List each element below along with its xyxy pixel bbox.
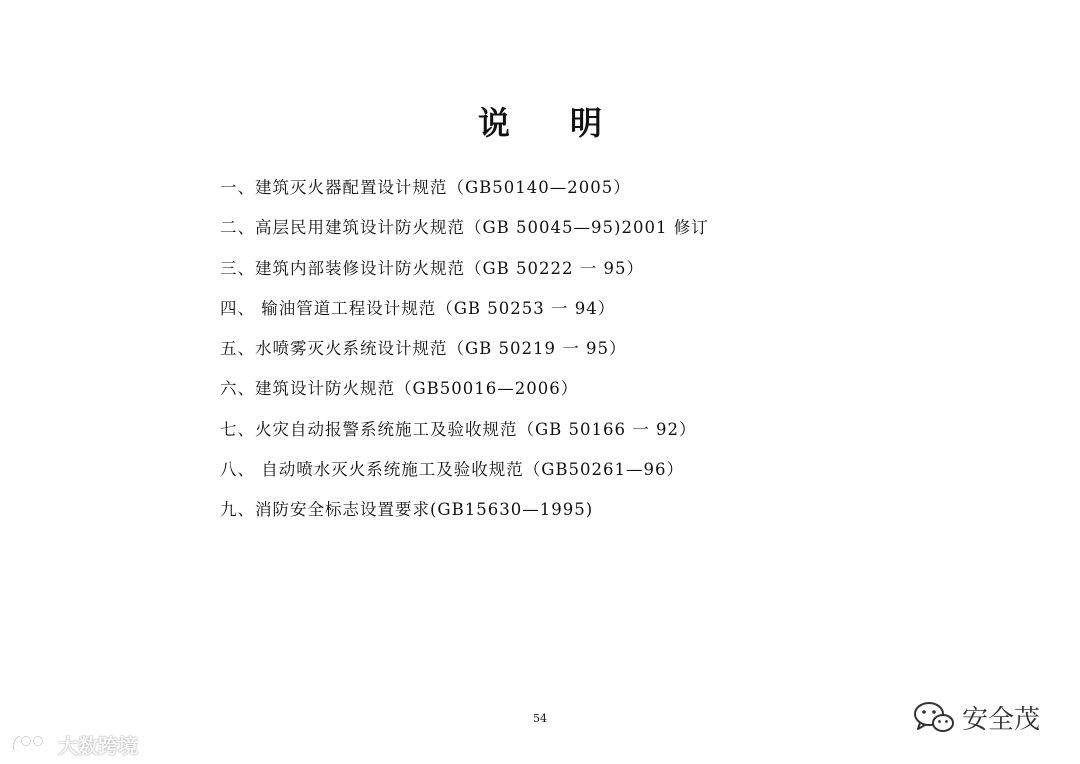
page-title [0,98,1080,144]
list-item: 七、火灾自动报警系统施工及验收规范（GB 50166 一 92） [220,419,697,439]
title-char-2: 明 [570,104,603,142]
list-item: 九、消防安全标志设置要求(GB15630—1995) [220,500,594,520]
page-number: 54 [533,712,547,725]
standards-list [220,176,709,539]
list-item: 六、建筑设计防火规范（GB50016—2006） [220,379,579,399]
brand-logo-icon [10,731,54,757]
title-char-1: 说 [477,104,510,142]
list-item: 四、 输油管道工程设计规范（GB 50253 一 94） [220,298,616,318]
list-item: 八、 自动喷水灭火系统施工及验收规范（GB50261—96） [220,460,685,480]
list-item: 三、建筑内部装修设计防火规范（GB 50222 一 95） [220,258,645,278]
watermark-right [912,696,1040,738]
watermark-right-text: 安全茂 [962,704,1041,735]
watermark-left-text: 大数跨境 [58,733,138,758]
list-item: 五、水喷雾灭火系统设计规范（GB 50219 一 95） [220,339,627,359]
list-item: 二、高层民用建筑设计防火规范（GB 50045—95)2001 修订 [220,218,709,238]
watermark-left [10,729,138,759]
wechat-icon [912,699,956,735]
list-item: 一、建筑灭火器配置设计规范（GB50140—2005） [220,178,631,197]
